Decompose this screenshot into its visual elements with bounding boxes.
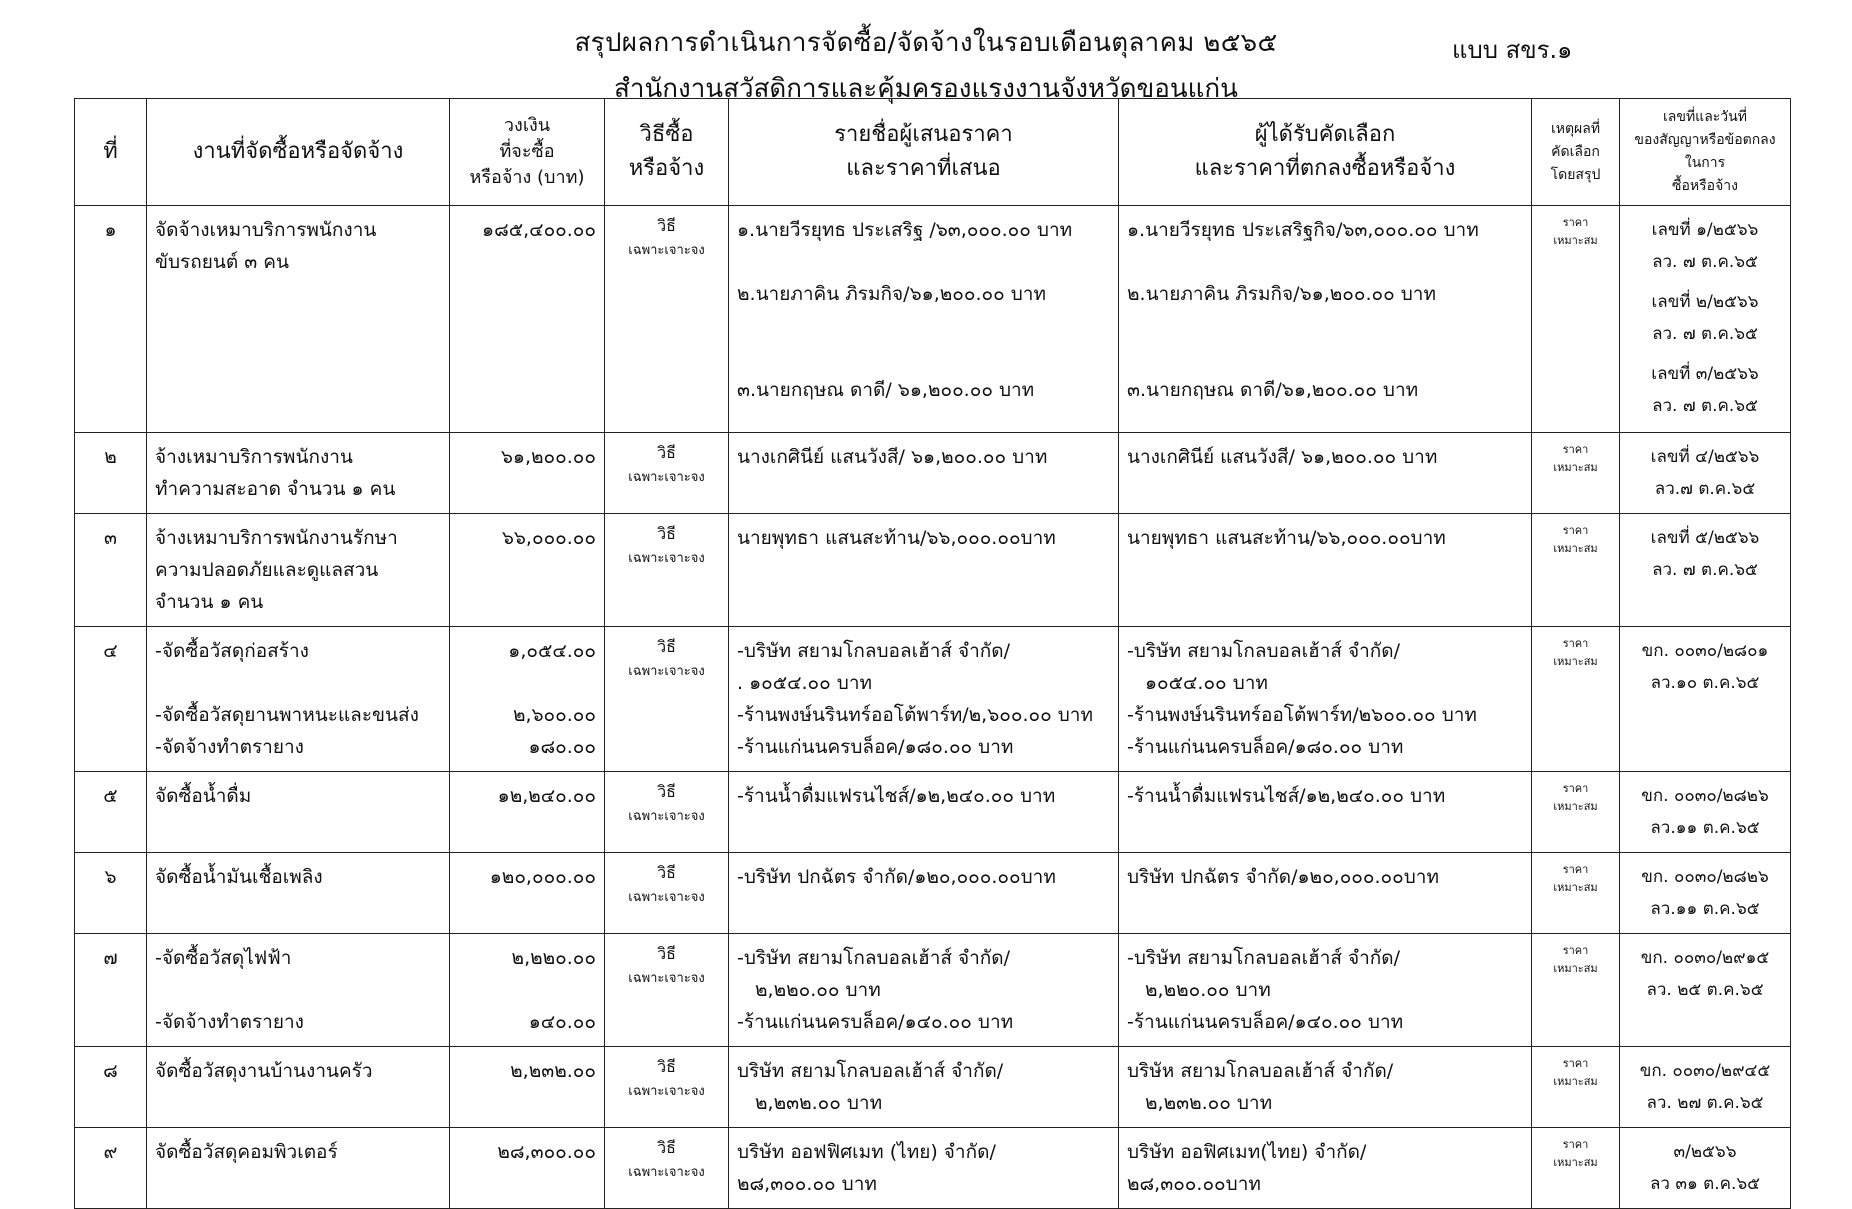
row-selected: นางเกศินีย์ แสนวังสี/ ๖๑,๒๐๐.๐๐ บาท — [1119, 433, 1532, 514]
row-reason: ราคา เหมาะสม — [1532, 1047, 1620, 1128]
row-selected: บริษัห สยามโกลบอลเฮ้าส์ จำกัด/ ๒,๒๓๒.๐๐ บาท — [1119, 1047, 1532, 1128]
row-selected: -ร้านน้ำดื่มแฟรนไชส์/๑๒,๒๔๐.๐๐ บาท — [1119, 772, 1532, 853]
row-budget: ๑๒,๒๔๐.๐๐ — [450, 772, 605, 853]
row-method: วิธี เฉพาะเจาะจง — [605, 934, 729, 1047]
row-method: วิธี เฉพาะเจาะจง — [605, 433, 729, 514]
row-reason: ราคา เหมาะสม — [1532, 514, 1620, 627]
row-no: ๖ — [75, 853, 147, 934]
row-method: วิธี เฉพาะเจาะจง — [605, 206, 729, 433]
table-row — [75, 934, 1791, 1047]
table-row — [75, 627, 1791, 772]
row-no: ๒ — [75, 433, 147, 514]
table-row — [75, 772, 1791, 853]
table-row — [75, 514, 1791, 627]
document-title: สรุปผลการดำเนินการจัดซื้อ/จัดจ้างในรอบเดือนตุลาคม ๒๕๖๕ — [574, 28, 1278, 58]
col-header-no: ที่ — [75, 99, 147, 206]
row-bidders: -ร้านน้ำดื่มแฟรนไชส์/๑๒,๒๔๐.๐๐ บาท — [729, 772, 1119, 853]
row-no: ๓ — [75, 514, 147, 627]
col-header-selected: ผู้ได้รับคัดเลือก และราคาที่ตกลงซื้อหรือจ้าง — [1119, 99, 1532, 206]
row-contract: เลขที่ ๑/๒๕๖๖ ลว. ๗ ต.ค.๖๕ เลขที่ ๒/๒๕๖๖ ลว. ๗ ต.ค.๖๕ เลขที่ ๓/๒๕๖๖ ลว. ๗ ต.ค.๖๕ — [1620, 206, 1791, 433]
row-contract: ขก. ๐๐๓๐/๒๙๑๕ ลว. ๒๕ ต.ค.๖๕ — [1620, 934, 1791, 1047]
row-reason: ราคา เหมาะสม — [1532, 627, 1620, 772]
row-item: จัดซื้อน้ำดื่ม — [147, 772, 450, 853]
row-selected: บริษัท ออฟิศเมท(ไทย) จำกัด/ ๒๘,๓๐๐.๐๐บาท — [1119, 1128, 1532, 1209]
row-reason: ราคา เหมาะสม — [1532, 772, 1620, 853]
col-header-bidders: รายชื่อผู้เสนอราคา และราคาที่เสนอ — [729, 99, 1119, 206]
row-contract: ขก. ๐๐๓๐/๒๘๐๑ ลว.๑๐ ต.ค.๖๕ — [1620, 627, 1791, 772]
row-method: วิธี เฉพาะเจาะจง — [605, 853, 729, 934]
col-header-item: งานที่จัดซื้อหรือจัดจ้าง — [147, 99, 450, 206]
table-row — [75, 1047, 1791, 1128]
row-reason: ราคา เหมาะสม — [1532, 1128, 1620, 1209]
row-budget: ๖๑,๒๐๐.๐๐ — [450, 433, 605, 514]
row-budget: ๒๘,๓๐๐.๐๐ — [450, 1128, 605, 1209]
row-no: ๗ — [75, 934, 147, 1047]
row-no: ๙ — [75, 1128, 147, 1209]
col-header-contract: เลขที่และวันที่ ของสัญญาหรือข้อตกลง ในการ ซื้อหรือจ้าง — [1620, 99, 1791, 206]
row-selected: -บริษัท สยามโกลบอลเฮ้าส์ จำกัด/ ๑๐๕๔.๐๐ บาท -ร้านพงษ์นรินทร์ออโต้พาร์ท/๒๖๐๐.๐๐ บาท -ร้านแก่นนครบล็อค/๑๘๐.๐๐ บาท — [1119, 627, 1532, 772]
row-no: ๔ — [75, 627, 147, 772]
row-item: จัดจ้างเหมาบริการพนักงาน ขับรถยนต์ ๓ คน — [147, 206, 450, 433]
row-item: จัดซื้อวัสดุคอมพิวเตอร์ — [147, 1128, 450, 1209]
table-row — [75, 206, 1791, 433]
row-method: วิธี เฉพาะเจาะจง — [605, 627, 729, 772]
table-row — [75, 433, 1791, 514]
row-method: วิธี เฉพาะเจาะจง — [605, 514, 729, 627]
row-reason: ราคา เหมาะสม — [1532, 853, 1620, 934]
row-reason: ราคา เหมาะสม — [1532, 934, 1620, 1047]
row-bidders: -บริษัท สยามโกลบอลเฮ้าส์ จำกัด/ ๒,๒๒๐.๐๐ บาท -ร้านแก่นนครบล็อค/๑๔๐.๐๐ บาท — [729, 934, 1119, 1047]
col-header-budget: วงเงิน ที่จะซื้อ หรือจ้าง (บาท) — [450, 99, 605, 206]
row-method: วิธี เฉพาะเจาะจง — [605, 1128, 729, 1209]
row-selected: นายพุทธา แสนสะท้าน/๖๖,๐๐๐.๐๐บาท — [1119, 514, 1532, 627]
row-budget: ๑๘๕,๔๐๐.๐๐ — [450, 206, 605, 433]
row-item: จัดซื้อวัสดุงานบ้านงานครัว — [147, 1047, 450, 1128]
row-no: ๕ — [75, 772, 147, 853]
row-budget: ๑๒๐,๐๐๐.๐๐ — [450, 853, 605, 934]
row-bidders: นางเกศินีย์ แสนวังสี/ ๖๑,๒๐๐.๐๐ บาท — [729, 433, 1119, 514]
row-method: วิธี เฉพาะเจาะจง — [605, 772, 729, 853]
row-reason: ราคา เหมาะสม — [1532, 206, 1620, 433]
row-item: จ้างเหมาบริการพนักงาน ทำความสะอาด จำนวน ๑ คน — [147, 433, 450, 514]
row-contract: ขก. ๐๐๓๐/๒๙๔๕ ลว. ๒๗ ต.ค.๖๕ — [1620, 1047, 1791, 1128]
row-contract: เลขที่ ๕/๒๕๖๖ ลว. ๗ ต.ค.๖๕ — [1620, 514, 1791, 627]
form-code: แบบ สขร.๑ — [1452, 36, 1573, 64]
row-no: ๑ — [75, 206, 147, 433]
row-selected: ๑.นายวีรยุทธ ประเสริฐกิจ/๖๓,๐๐๐.๐๐ บาท ๒.นายภาคิน ภิรมกิจ/๖๑,๒๐๐.๐๐ บาท ๓.นายกฤษณ ดาดี/๖๑,๒๐๐.๐๐ บาท — [1119, 206, 1532, 433]
row-bidders: บริษัท สยามโกลบอลเฮ้าส์ จำกัด/ ๒,๒๓๒.๐๐ บาท — [729, 1047, 1119, 1128]
row-budget: ๒,๒๓๒.๐๐ — [450, 1047, 605, 1128]
table-row — [75, 1128, 1791, 1209]
procurement-table — [74, 98, 1791, 1209]
row-bidders: -บริษัท ปกฉัตร จำกัด/๑๒๐,๐๐๐.๐๐บาท — [729, 853, 1119, 934]
row-contract: ขก. ๐๐๓๐/๒๘๒๖ ลว.๑๑ ต.ค.๖๕ — [1620, 772, 1791, 853]
row-contract: เลขที่ ๔/๒๕๖๖ ลว.๗ ต.ค.๖๕ — [1620, 433, 1791, 514]
row-bidders: นายพุทธา แสนสะท้าน/๖๖,๐๐๐.๐๐บาท — [729, 514, 1119, 627]
row-contract: ขก. ๐๐๓๐/๒๘๒๖ ลว.๑๑ ต.ค.๖๕ — [1620, 853, 1791, 934]
col-header-reason: เหตุผลที่ คัดเลือก โดยสรุป — [1532, 99, 1620, 206]
row-no: ๘ — [75, 1047, 147, 1128]
row-reason: ราคา เหมาะสม — [1532, 433, 1620, 514]
table-row — [75, 853, 1791, 934]
row-budget: ๑,๐๕๔.๐๐ ๒,๖๐๐.๐๐ ๑๘๐.๐๐ — [450, 627, 605, 772]
col-header-method: วิธีซื้อ หรือจ้าง — [605, 99, 729, 206]
row-selected: บริษัท ปกฉัตร จำกัด/๑๒๐,๐๐๐.๐๐บาท — [1119, 853, 1532, 934]
row-budget: ๖๖,๐๐๐.๐๐ — [450, 514, 605, 627]
row-item: -จัดซื้อวัสดุไฟฟ้า -จัดจ้างทำตรายาง — [147, 934, 450, 1047]
header-row — [75, 99, 1791, 206]
row-selected: -บริษัท สยามโกลบอลเฮ้าส์ จำกัด/ ๒,๒๒๐.๐๐ บาท -ร้านแก่นนครบล็อค/๑๔๐.๐๐ บาท — [1119, 934, 1532, 1047]
row-item: จ้างเหมาบริการพนักงานรักษา ความปลอดภัยและดูแลสวน จำนวน ๑ คน — [147, 514, 450, 627]
row-bidders: -บริษัท สยามโกลบอลเฮ้าส์ จำกัด/ . ๑๐๕๔.๐๐ บาท -ร้านพงษ์นรินทร์ออโต้พาร์ท/๒,๖๐๐.๐๐ บาท -ร้านแก่นนครบล็อค/๑๘๐.๐๐ บาท — [729, 627, 1119, 772]
row-method: วิธี เฉพาะเจาะจง — [605, 1047, 729, 1128]
row-budget: ๒,๒๒๐.๐๐ ๑๔๐.๐๐ — [450, 934, 605, 1047]
row-item: -จัดซื้อวัสดุก่อสร้าง -จัดซื้อวัสดุยานพาหนะและขนส่ง -จัดจ้างทำตรายาง — [147, 627, 450, 772]
row-bidders: บริษัท ออฟฟิศเมท (ไทย) จำกัด/ ๒๘,๓๐๐.๐๐ บาท — [729, 1128, 1119, 1209]
document-subtitle: สำนักงานสวัสดิการและคุ้มครองแรงงานจังหวัดขอนแก่น — [614, 74, 1238, 104]
row-item: จัดซื้อน้ำมันเชื้อเพลิง — [147, 853, 450, 934]
row-bidders: ๑.นายวีรยุทธ ประเสริฐ /๖๓,๐๐๐.๐๐ บาท ๒.นายภาคิน ภิรมกิจ/๖๑,๒๐๐.๐๐ บาท ๓.นายกฤษณ ดาดี/ ๖๑,๒๐๐.๐๐ บาท — [729, 206, 1119, 433]
row-contract: ๓/๒๕๖๖ ลว ๓๑ ต.ค.๖๕ — [1620, 1128, 1791, 1209]
